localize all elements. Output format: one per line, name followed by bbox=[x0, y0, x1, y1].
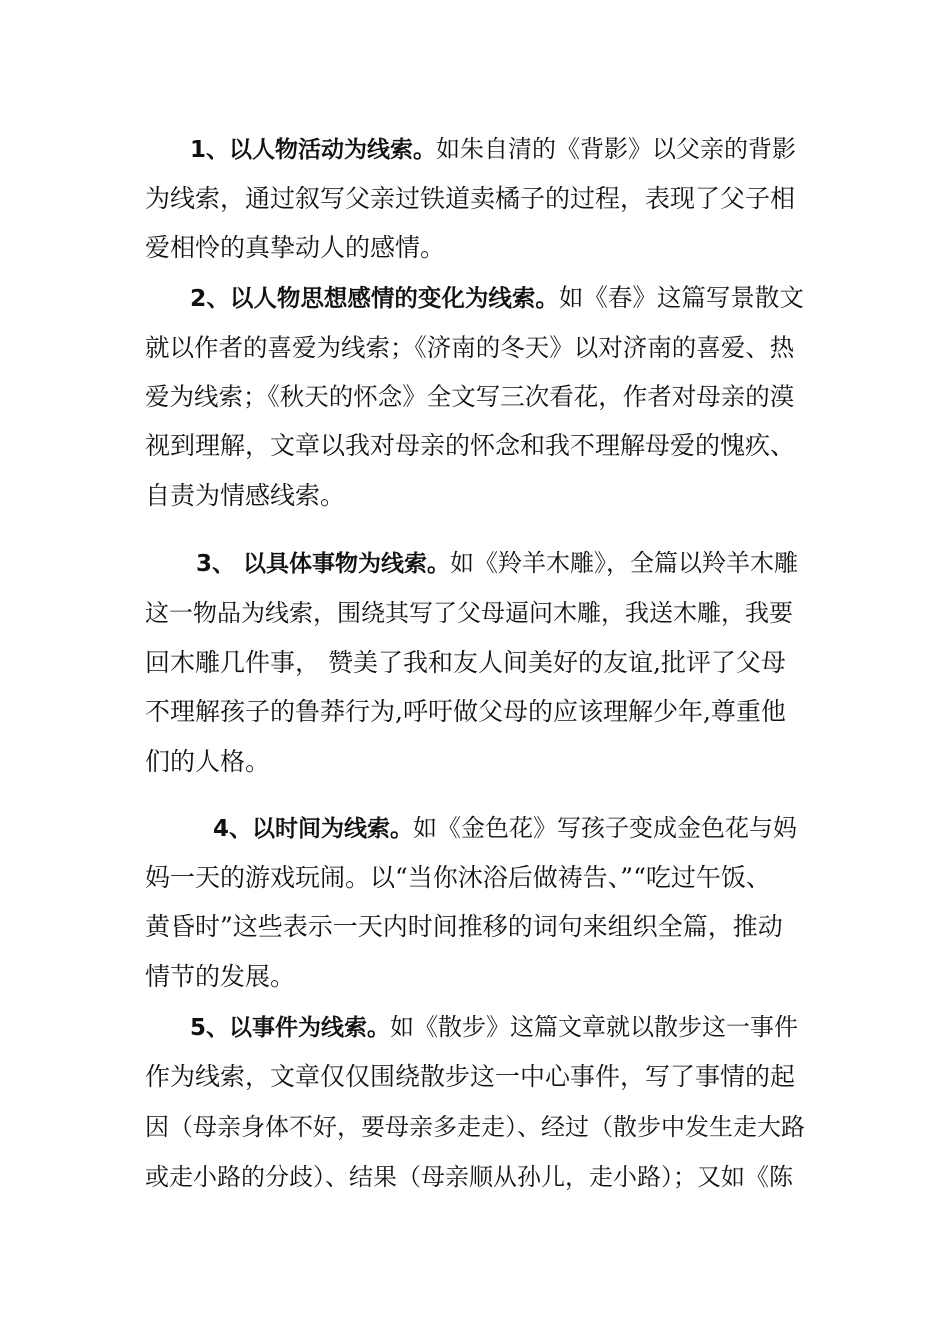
paragraph-5-text-1: 如《散步》这篇文章就以散步这一事件 bbox=[390, 1013, 799, 1041]
paragraph-2-text-1: 如《春》这篇写景散文 bbox=[558, 283, 804, 312]
paragraph-5-line-3: 因（母亲身体不好，要母亲多走走）、经过（散步中发生走大路 bbox=[145, 1113, 805, 1141]
paragraph-4-text-1: 如《金色花》写孩子变成金色花与妈 bbox=[413, 814, 798, 842]
paragraph-3-line-2: 这一物品为线索，围绕其写了父母逼问木雕，我送木雕，我要 bbox=[145, 599, 793, 627]
paragraph-2-line-1 bbox=[190, 283, 804, 313]
paragraph-2-line-3: 爱为线索；《秋天的怀念》全文写三次看花，作者对母亲的漠 bbox=[145, 382, 795, 411]
paragraph-4-line-2: 妈一天的游戏玩闹。以“当你沐浴后做祷告、”“吃过午饭、 bbox=[145, 863, 771, 892]
paragraph-2-line-2: 就以作者的喜爱为线索；《济南的冬天》以对济南的喜爱、热 bbox=[145, 333, 795, 362]
paragraph-1-line-3: 爱相怜的真挚动人的感情。 bbox=[145, 233, 446, 262]
paragraph-2-heading: 2、以人物思想感情的变化为线索。 bbox=[190, 284, 559, 312]
paragraph-3-line-3: 回木雕几件事， 赞美了我和友人间美好的友谊,批评了父母 bbox=[145, 648, 786, 677]
paragraph-5-line-1 bbox=[190, 1012, 798, 1043]
paragraph-4-line-3: 黄昏时”这些表示一天内时间推移的词句来组织全篇，推动 bbox=[145, 912, 783, 941]
paragraph-1-heading: 1、以人物活动为线索。 bbox=[190, 137, 437, 163]
paragraph-1-line-2: 为线索，通过叙写父亲过铁道卖橘子的过程，表现了父子相 bbox=[145, 184, 796, 213]
paragraph-3-line-1 bbox=[196, 548, 798, 579]
paragraph-1-line-1 bbox=[190, 134, 796, 165]
paragraph-1-text-1: 如朱自清的《背影》以父亲的背影 bbox=[436, 135, 797, 163]
paragraph-4-line-4: 情节的发展。 bbox=[145, 962, 296, 991]
paragraph-3-heading: 3、 以具体事物为线索。 bbox=[196, 551, 451, 577]
paragraph-5-heading: 5、以事件为线索。 bbox=[190, 1015, 391, 1041]
paragraph-4-line-1 bbox=[213, 813, 797, 844]
paragraph-3-line-5: 们的人格。 bbox=[145, 747, 271, 776]
paragraph-2-line-5: 自责为情感线索。 bbox=[145, 481, 346, 510]
paragraph-3-text-1: 如《羚羊木雕》，全篇以羚羊木雕 bbox=[450, 549, 799, 577]
paragraph-4-heading: 4、以时间为线索。 bbox=[213, 816, 414, 842]
paragraph-3-line-4: 不理解孩子的鲁莽行为,呼吁做父母的应该理解少年,尊重他 bbox=[145, 697, 786, 726]
paragraph-5-line-2: 作为线索，文章仅仅围绕散步这一中心事件，写了事情的起 bbox=[145, 1062, 796, 1091]
paragraph-2-line-4: 视到理解，文章以我对母亲的怀念和我不理解母爱的愧疚、 bbox=[145, 431, 796, 460]
paragraph-5-line-4: 或走小路的分歧）、结果（母亲顺从孙儿，走小路）；又如《陈 bbox=[145, 1163, 793, 1191]
